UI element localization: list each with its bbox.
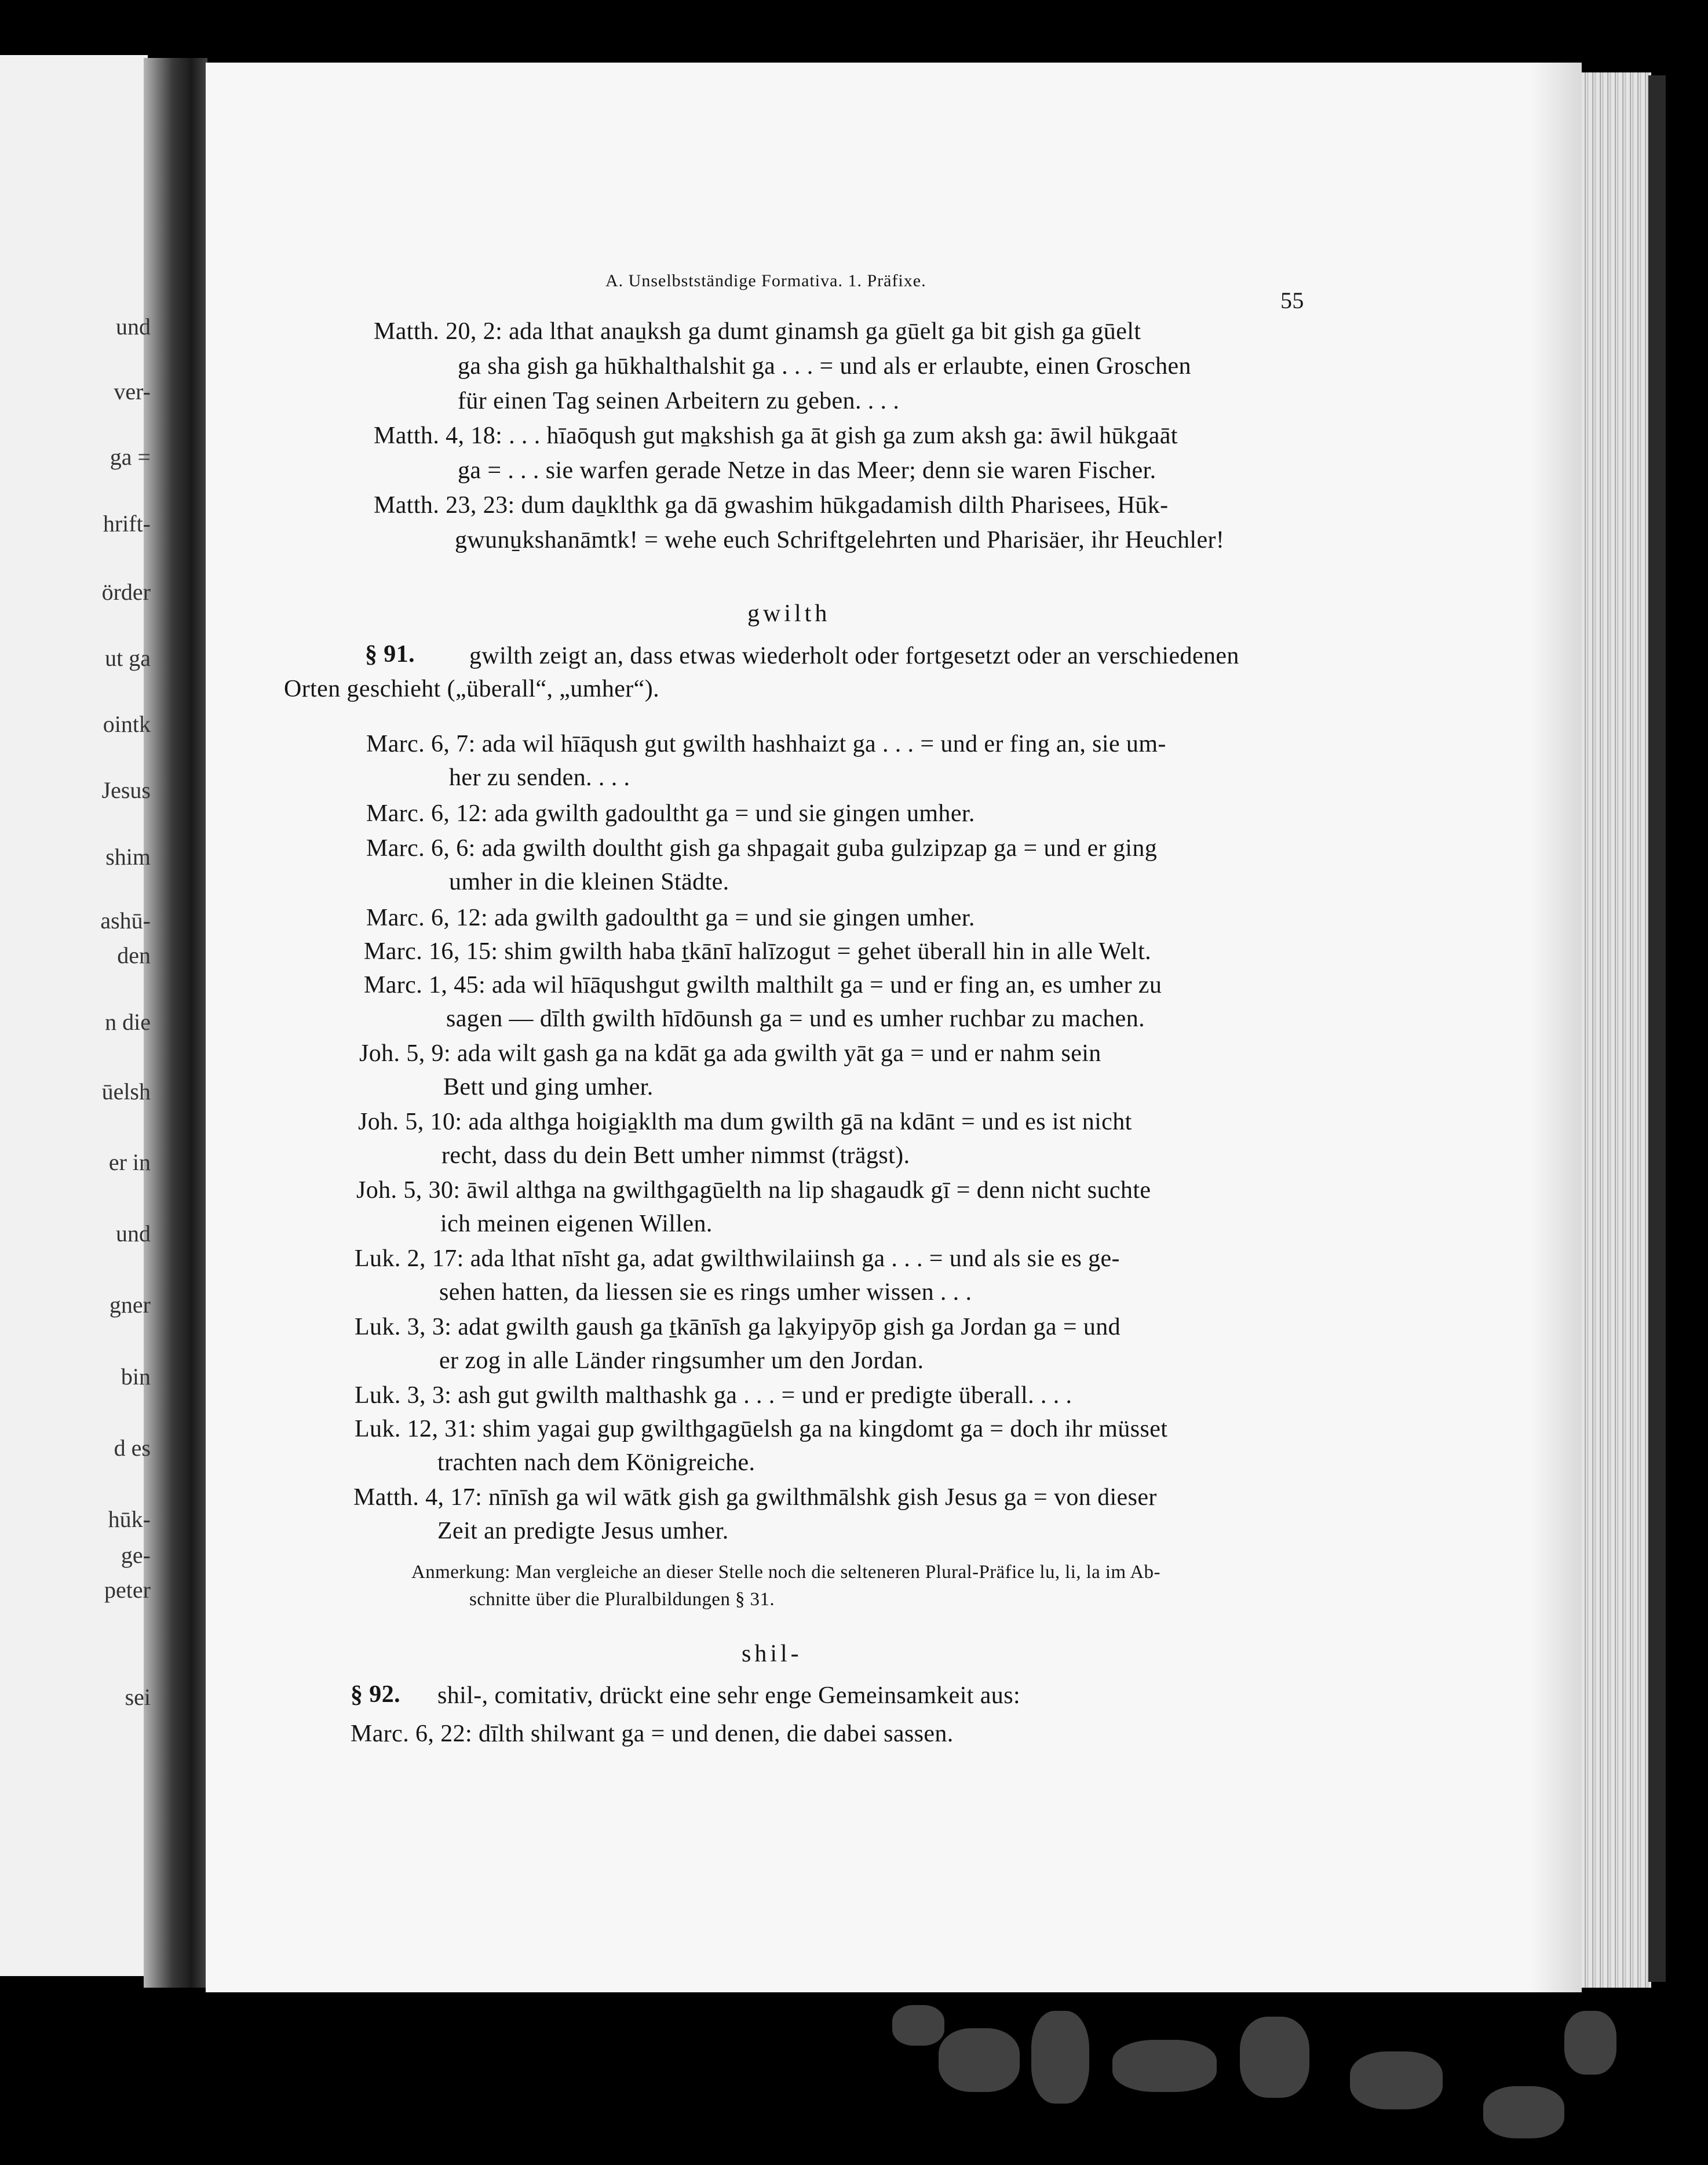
example-line: Matth. 4, 17: nīnīsh ga wil wātk gish ga gwilthmālshk gish Jesus ga = von dieser (353, 1484, 1157, 1511)
left-page-fragment: bin (121, 1364, 151, 1390)
scan-artifact (1350, 2051, 1443, 2109)
left-page-fragment: sei (125, 1684, 151, 1710)
left-page-fragment: hūk- (108, 1506, 151, 1532)
example-line: Luk. 3, 3: ash gut gwilth malthashk ga . . . = und er predigte überall. . . . (355, 1382, 1072, 1409)
left-page-fragment: den (117, 942, 151, 968)
left-page-fragment: shim (105, 844, 151, 870)
left-page-fragment: ointk (103, 711, 151, 737)
left-page-fragment: örder (101, 579, 151, 605)
example-line: Luk. 2, 17: ada lthat nīsht ga, adat gwilthwilaiinsh ga . . . = und als sie es ge- (355, 1245, 1120, 1272)
example-line: Matth. 4, 18: . . . hīaōqush gut ma̱kshish ga āt gish ga zum aksh ga: āwil hūkgaāt (374, 422, 1178, 449)
left-page-fragment: ut ga (105, 645, 151, 671)
example-line: umher in die kleinen Städte. (449, 869, 729, 895)
scan-artifact (1483, 2086, 1564, 2138)
paragraph-number: § 92. (351, 1681, 400, 1708)
example-line: trachten nach dem Königreiche. (437, 1449, 756, 1476)
scan-artifact (1240, 2017, 1309, 2098)
example-line: Marc. 6, 7: ada wil hīāqush gut gwilth hashhaizt ga . . . = und er fing an, sie um- (366, 731, 1166, 757)
left-page-fragment: d es (114, 1435, 151, 1461)
left-page-fragment: n die (105, 1009, 151, 1035)
left-page-fragment: hrift- (103, 511, 151, 537)
example-line: ga sha gish ga hūkhalthalshit ga . . . = und als er erlaubte, einen Groschen (458, 353, 1191, 380)
example-line: Marc. 6, 12: ada gwilth gadoultht ga = und sie gingen umher. (366, 905, 975, 931)
example-line: recht, dass du dein Bett umher nimmst (trägst). (441, 1142, 910, 1169)
note-line: Anmerkung: Man vergleiche an dieser Stelle noch die selteneren Plural-Präfice lu, li, la im Ab- (411, 1562, 1160, 1583)
example-line: Bett und ging umher. (443, 1074, 654, 1100)
paragraph-intro: gwilth zeigt an, dass etwas wiederholt oder fortgesetzt oder an verschiedenen (469, 643, 1239, 669)
page-number: 55 (1280, 287, 1304, 314)
example-line: Marc. 6, 12: ada gwilth gadoultht ga = und sie gingen umher. (366, 800, 975, 827)
example-line: Matth. 20, 2: ada lthat anau̱ksh ga dumt ginamsh ga gūelt ga bit gish ga gūelt (374, 318, 1141, 345)
example-line: Joh. 5, 10: ada althga hoigia̱klth ma dum gwilth gā na kdānt = und es ist nicht (358, 1109, 1132, 1135)
paragraph-intro: shil-, comitativ, drückt eine sehr enge Gemeinsamkeit aus: (437, 1682, 1021, 1709)
example-line: er zog in alle Länder ringsumher um den Jordan. (439, 1347, 924, 1374)
example-line: Matth. 23, 23: dum dau̱klthk ga dā gwashim hūkgadamish dilth Pharisees, Hūk- (374, 492, 1169, 519)
section-heading: gwilth (747, 600, 831, 627)
scan-artifact (892, 2005, 944, 2046)
left-page-fragment: und (116, 314, 151, 340)
paragraph-intro: Orten geschieht („überall“, „umher“). (284, 676, 659, 702)
example-line: Joh. 5, 9: ada wilt gash ga na kdāt ga ada gwilth yāt ga = und er nahm sein (359, 1040, 1101, 1067)
example-line: ich meinen eigenen Willen. (440, 1211, 713, 1237)
left-page-fragment: ge- (121, 1542, 151, 1568)
left-page-fragment: gner (109, 1292, 151, 1318)
left-page-fragment: ashū- (100, 907, 151, 934)
left-page-fragment: und (116, 1220, 151, 1246)
example-line: Marc. 1, 45: ada wil hīāqushgut gwilth malthilt ga = und er fing an, es umher zu (364, 972, 1162, 998)
running-title: A. Unselbstständige Formativa. 1. Präfixe. (605, 271, 926, 290)
example-line: Marc. 6, 6: ada gwilth doultht gish ga shpagait guba gulzipzap ga = und er ging (366, 835, 1158, 862)
left-page-fragment: ver- (114, 378, 151, 404)
book-gutter (144, 58, 207, 1988)
example-line: Zeit an predigte Jesus umher. (437, 1518, 729, 1544)
example-line: Luk. 3, 3: adat gwilth gaush ga ṯkānīsh ga la̱kyipyōp gish ga Jordan ga = und (355, 1314, 1121, 1340)
scan-artifact (1112, 2040, 1217, 2092)
left-page-fragment: er in (108, 1149, 151, 1175)
left-page-fragment: ūelsh (101, 1078, 151, 1105)
example-line: Luk. 12, 31: shim yagai gup gwilthgagūelsh ga na kingdomt ga = doch ihr müsset (355, 1416, 1168, 1442)
example-line: für einen Tag seinen Arbeitern zu geben. . . . (458, 388, 900, 414)
example-line: sehen hatten, da liessen sie es rings umher wissen . . . (439, 1279, 972, 1306)
example-line: gwunu̱kshanāmtk! = wehe euch Schriftgelehrten und Pharisäer, ihr Heuchler! (455, 527, 1225, 553)
note-line: schnitte über die Pluralbildungen § 31. (469, 1589, 775, 1610)
left-page-fragment: ga = (110, 444, 151, 470)
example-line: Marc. 6, 22: dīlth shilwant ga = und denen, die dabei sassen. (351, 1721, 954, 1747)
example-line: her zu senden. . . . (449, 764, 630, 791)
example-line: ga = . . . sie warfen gerade Netze in das Meer; denn sie waren Fischer. (458, 457, 1156, 484)
book-page-edges (1582, 72, 1651, 1988)
example-line: sagen — dīlth gwilth hīdōunsh ga = und es umher ruchbar zu machen. (446, 1005, 1145, 1032)
left-page-fragment: peter (104, 1577, 151, 1603)
example-line: Marc. 16, 15: shim gwilth haba ṯkānī halīzogut = gehet überall hin in alle Welt. (364, 938, 1152, 965)
scan-artifact (1031, 2011, 1089, 2104)
scan-artifact (939, 2028, 1020, 2092)
paragraph-number: § 91. (365, 641, 415, 668)
section-heading: shil- (742, 1641, 802, 1667)
left-page-fragment: Jesus (101, 777, 151, 803)
scan-artifact (1564, 2011, 1616, 2075)
example-line: Joh. 5, 30: āwil althga na gwilthgagūelth na lip shagaudk gī = denn nicht suchte (356, 1177, 1151, 1204)
page-curve-shadow (1530, 63, 1582, 1992)
book-edge-shadow (1648, 75, 1666, 1982)
